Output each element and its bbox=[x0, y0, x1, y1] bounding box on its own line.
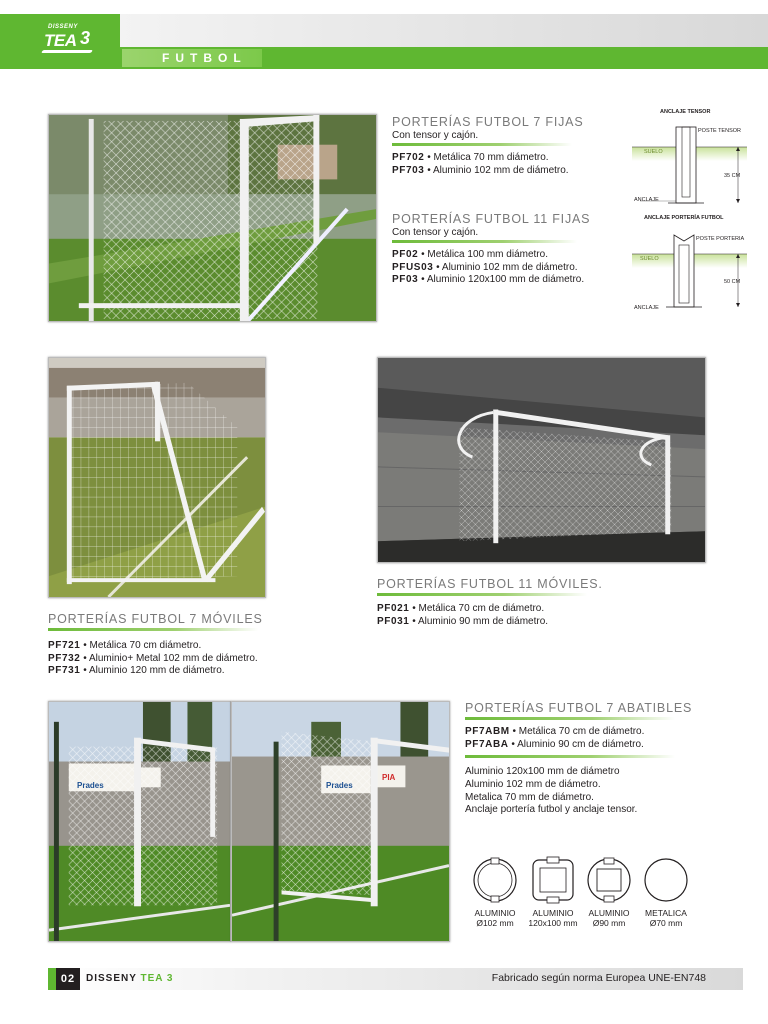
list-item bbox=[392, 249, 577, 262]
product-code: PF7ABM bbox=[465, 726, 510, 737]
product-desc: • Metálica 70 cm de diámetro. bbox=[409, 603, 545, 614]
title-underline bbox=[392, 143, 572, 146]
diagram-label-post: POSTE TENSOR bbox=[698, 128, 741, 134]
section-futbol7-moviles bbox=[48, 612, 263, 678]
diagram-label-anchor: ANCLAJE bbox=[634, 197, 659, 203]
section-futbol7-fijas bbox=[392, 115, 584, 177]
feature-line: Aluminio 120x100 mm de diámetro bbox=[465, 766, 620, 777]
photo-fixed-goal bbox=[48, 114, 377, 322]
page-number: 02 bbox=[56, 968, 80, 990]
product-code: PF703 bbox=[392, 164, 425, 176]
subtitle-futbol7-fijas: Con tensor y cajón. bbox=[392, 130, 479, 141]
profile-name: ALUMINIO bbox=[532, 908, 574, 918]
product-desc: • Aluminio 102 mm de diámetro. bbox=[424, 164, 569, 176]
round-profile-icon bbox=[470, 856, 520, 904]
section-futbol11-moviles bbox=[377, 577, 603, 628]
profile-name: ALUMINIO bbox=[588, 908, 630, 918]
photo-futbol11-movil bbox=[377, 357, 706, 563]
list-item bbox=[465, 739, 675, 752]
banner-text: PIA bbox=[382, 773, 396, 782]
logo-main-text: TEA bbox=[44, 31, 77, 50]
subtitle-futbol11-fijas: Con tensor y cajón. bbox=[392, 227, 479, 238]
product-code: PF02 bbox=[392, 249, 419, 260]
product-desc: • Aluminio 120x100 mm de diámetro. bbox=[418, 274, 585, 285]
product-desc: • Metálica 70 mm diámetro. bbox=[424, 152, 549, 163]
title-futbol7-fijas: PORTERÍAS FUTBOL 7 FIJAS bbox=[392, 115, 584, 129]
list-item bbox=[392, 152, 572, 165]
feature-line: Anclaje portería futbol y anclaje tensor. bbox=[465, 804, 638, 816]
section-futbol11-fijas bbox=[392, 212, 591, 287]
product-desc: • Aluminio 90 mm de diámetro. bbox=[409, 615, 549, 627]
feature-line: Metalica 70 mm de diámetro. bbox=[465, 791, 594, 803]
profile-dimension: Ø90 mm bbox=[592, 918, 626, 928]
title-underline bbox=[377, 593, 587, 596]
diagram-anclaje-porteria bbox=[632, 213, 747, 317]
product-code: PF031 bbox=[377, 615, 410, 627]
diagram-label-depth: 50 CM bbox=[724, 279, 741, 285]
diagram-label-ground: SUELO bbox=[644, 149, 663, 155]
product-desc: • Aluminio+ Metal 102 mm de diámetro. bbox=[80, 652, 258, 664]
feature-line: Aluminio 102 mm de diámetro. bbox=[465, 778, 601, 790]
list-item bbox=[392, 165, 572, 178]
product-code: PF03 bbox=[392, 274, 419, 285]
list-item bbox=[48, 665, 258, 678]
title-underline bbox=[48, 628, 258, 631]
product-desc: • Metálica 70 cm de diámetro. bbox=[509, 726, 645, 737]
profile-dimension: 120x100 mm bbox=[528, 918, 578, 928]
profile-dimension: Ø102 mm bbox=[476, 918, 514, 928]
list-item bbox=[392, 274, 585, 287]
product-code: PF7ABA bbox=[465, 738, 509, 750]
profile-dimension: Ø70 mm bbox=[649, 918, 683, 928]
profile-metalica-70 bbox=[637, 856, 695, 928]
product-code: PF732 bbox=[48, 652, 81, 664]
logo-swoosh bbox=[41, 50, 93, 53]
list-item bbox=[465, 726, 675, 739]
diagram-title: ANCLAJE TENSOR bbox=[660, 109, 711, 115]
list-item bbox=[48, 640, 258, 653]
diagram-label-depth: 35 CM bbox=[724, 173, 741, 179]
circle-profile-icon bbox=[641, 856, 691, 904]
footer-brand-a: DISSENY bbox=[86, 973, 137, 984]
footer-norm-text: Fabricado según norma Europea UNE-EN748 bbox=[491, 972, 706, 984]
profile-aluminio-102 bbox=[466, 856, 524, 928]
profile-aluminio-120x100 bbox=[524, 856, 582, 928]
photo-futbol7-movil bbox=[48, 357, 266, 598]
title-futbol11-fijas: PORTERÍAS FUTBOL 11 FIJAS bbox=[392, 212, 591, 226]
section-title: FUTBOL bbox=[162, 51, 247, 65]
product-code: PF731 bbox=[48, 665, 81, 676]
list-item bbox=[377, 603, 587, 616]
title-underline bbox=[392, 240, 577, 243]
product-code: PF702 bbox=[392, 152, 425, 163]
footer-brand-b: TEA 3 bbox=[140, 973, 174, 984]
product-code: PFUS03 bbox=[392, 261, 434, 273]
title-futbol7-moviles: PORTERÍAS FUTBOL 7 MÓVILES bbox=[48, 612, 263, 626]
diagram-title: ANCLAJE PORTERÍA FUTBOL bbox=[644, 215, 724, 221]
photo-abatible-1 bbox=[48, 701, 231, 942]
title-futbol11-moviles: PORTERÍAS FUTBOL 11 MÓVILES. bbox=[377, 577, 603, 591]
product-desc: • Metálica 100 mm diámetro. bbox=[418, 249, 548, 260]
diagram-anclaje-tensor bbox=[632, 105, 747, 211]
photo-abatible-2 bbox=[231, 701, 450, 942]
logo-top-text: DISSENY bbox=[48, 24, 78, 30]
profile-name: ALUMINIO bbox=[474, 908, 516, 918]
product-desc: • Metálica 70 cm diámetro. bbox=[80, 640, 202, 651]
profile-aluminio-90 bbox=[580, 856, 638, 928]
list-item bbox=[377, 616, 587, 629]
diagram-label-ground: SUELO bbox=[640, 256, 659, 262]
product-code: PF721 bbox=[48, 640, 81, 651]
profile-name: METALICA bbox=[645, 908, 687, 918]
section-divider bbox=[465, 755, 675, 758]
header-gray-band bbox=[120, 14, 768, 47]
product-desc: • Aluminio 120 mm de diámetro. bbox=[80, 665, 225, 676]
product-desc: • Aluminio 90 cm de diámetro. bbox=[508, 738, 644, 750]
list-item bbox=[48, 653, 258, 666]
diagram-label-anchor: ANCLAJE bbox=[634, 305, 659, 311]
title-underline bbox=[465, 717, 675, 720]
logo-mark-text: 3 bbox=[80, 28, 91, 48]
section-futbol7-abatibles bbox=[465, 701, 693, 817]
diagram-label-post: POSTE PORTERIA bbox=[696, 236, 745, 242]
list-item bbox=[392, 262, 577, 275]
round-square-profile-icon bbox=[584, 856, 634, 904]
banner-text: Prades bbox=[326, 781, 353, 790]
banner-text: Prades bbox=[77, 781, 104, 790]
title-futbol7-abatibles: PORTERÍAS FUTBOL 7 ABATIBLES bbox=[465, 701, 693, 715]
product-desc: • Aluminio 102 mm de diámetro. bbox=[433, 261, 578, 273]
brand-logo bbox=[40, 22, 98, 58]
rect-profile-icon bbox=[528, 856, 578, 904]
product-code: PF021 bbox=[377, 603, 410, 614]
footer-brand bbox=[86, 973, 173, 984]
